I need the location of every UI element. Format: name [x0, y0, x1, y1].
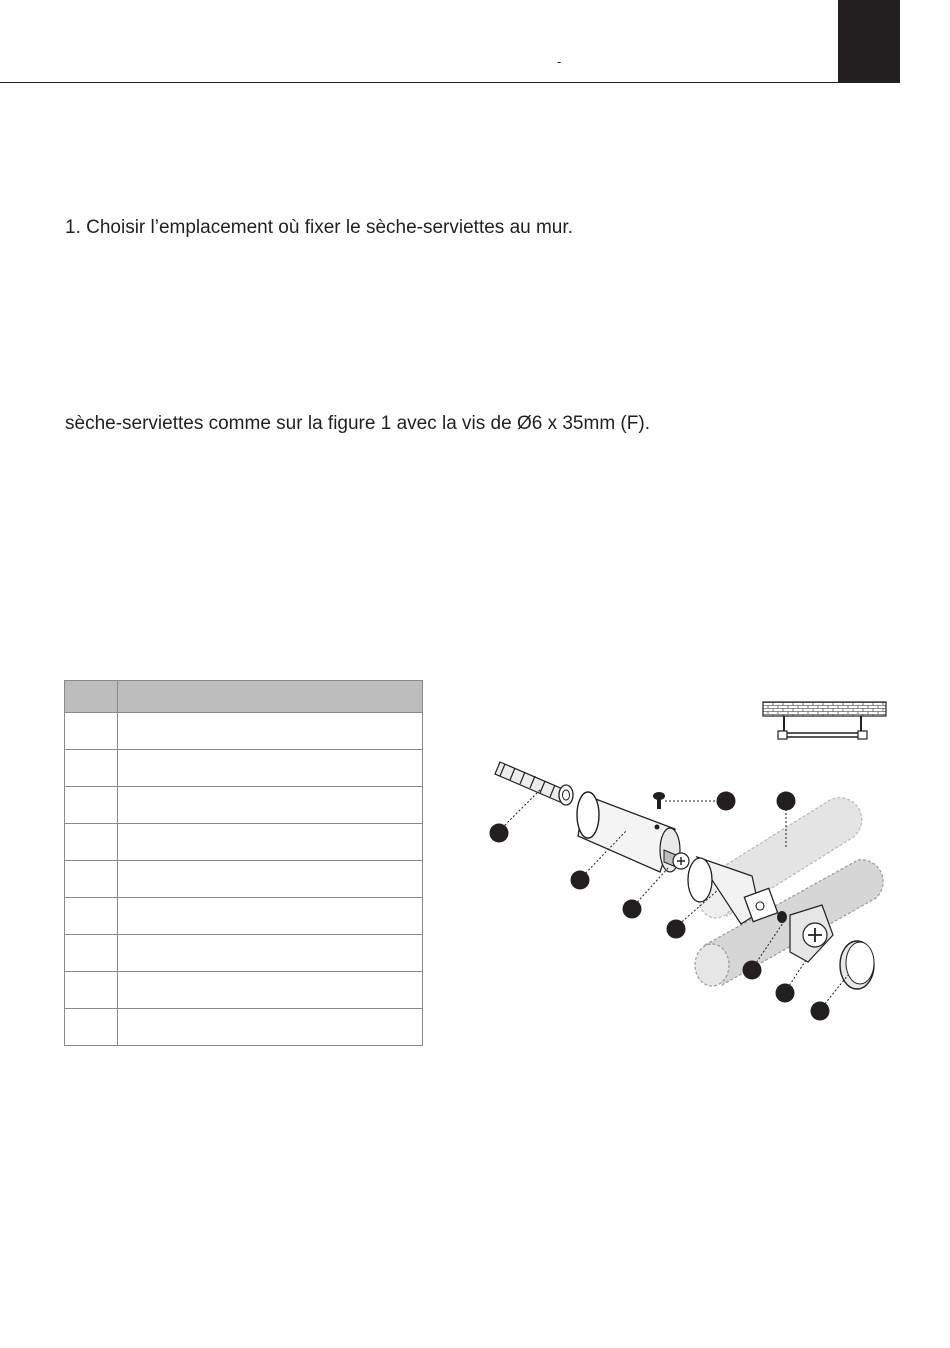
small-screw: [653, 792, 665, 809]
part-ref-cell: [65, 972, 118, 1009]
part-desc-cell: [118, 713, 423, 750]
callout-marker: [717, 792, 736, 811]
callout-marker: [490, 824, 509, 843]
callout-marker: [571, 871, 590, 890]
instruction-step-1: 1. Choisir l’emplacement où fixer le sèche-serviettes au mur.: [65, 217, 573, 238]
wall-mount-icon: [763, 702, 886, 739]
part-ref-cell: [65, 898, 118, 935]
callout-marker: [623, 900, 642, 919]
part-desc-cell: [118, 1009, 423, 1046]
table-row: [65, 787, 423, 824]
wall-bracket-exploded-diagram: [478, 690, 898, 1030]
part-desc-cell: [118, 750, 423, 787]
table-row: [65, 750, 423, 787]
part-ref-cell: [65, 787, 118, 824]
part-ref-cell: [65, 861, 118, 898]
table-row: [65, 935, 423, 972]
callout-marker: [811, 1002, 830, 1021]
part-ref-cell: [65, 935, 118, 972]
parts-table: [64, 680, 423, 1046]
part-ref-cell: [65, 713, 118, 750]
part-ref-cell: [65, 824, 118, 861]
parts-table-header-row: [65, 681, 423, 713]
wall-plug: [495, 762, 573, 805]
header-separator: -: [557, 54, 562, 69]
table-row: [65, 1009, 423, 1046]
table-row: [65, 972, 423, 1009]
parts-table-header-desc: [118, 681, 423, 713]
part-desc-cell: [118, 787, 423, 824]
parts-table-header-ref: [65, 681, 118, 713]
table-row: [65, 861, 423, 898]
cover-cap: [840, 941, 874, 989]
instruction-fixing: sèche-serviettes comme sur la figure 1 avec la vis de Ø6 x 35mm (F).: [65, 413, 650, 434]
table-row: [65, 713, 423, 750]
callout-marker: [667, 920, 686, 939]
table-row: [65, 824, 423, 861]
part-desc-cell: [118, 898, 423, 935]
header-rule: [0, 82, 900, 83]
part-ref-cell: [65, 750, 118, 787]
part-desc-cell: [118, 861, 423, 898]
part-desc-cell: [118, 972, 423, 1009]
callout-marker: [743, 961, 762, 980]
callout-marker: [776, 984, 795, 1003]
table-row: [65, 898, 423, 935]
callout-marker: [777, 792, 796, 811]
part-desc-cell: [118, 824, 423, 861]
part-desc-cell: [118, 935, 423, 972]
page-tab-marker: [838, 0, 900, 83]
part-ref-cell: [65, 1009, 118, 1046]
